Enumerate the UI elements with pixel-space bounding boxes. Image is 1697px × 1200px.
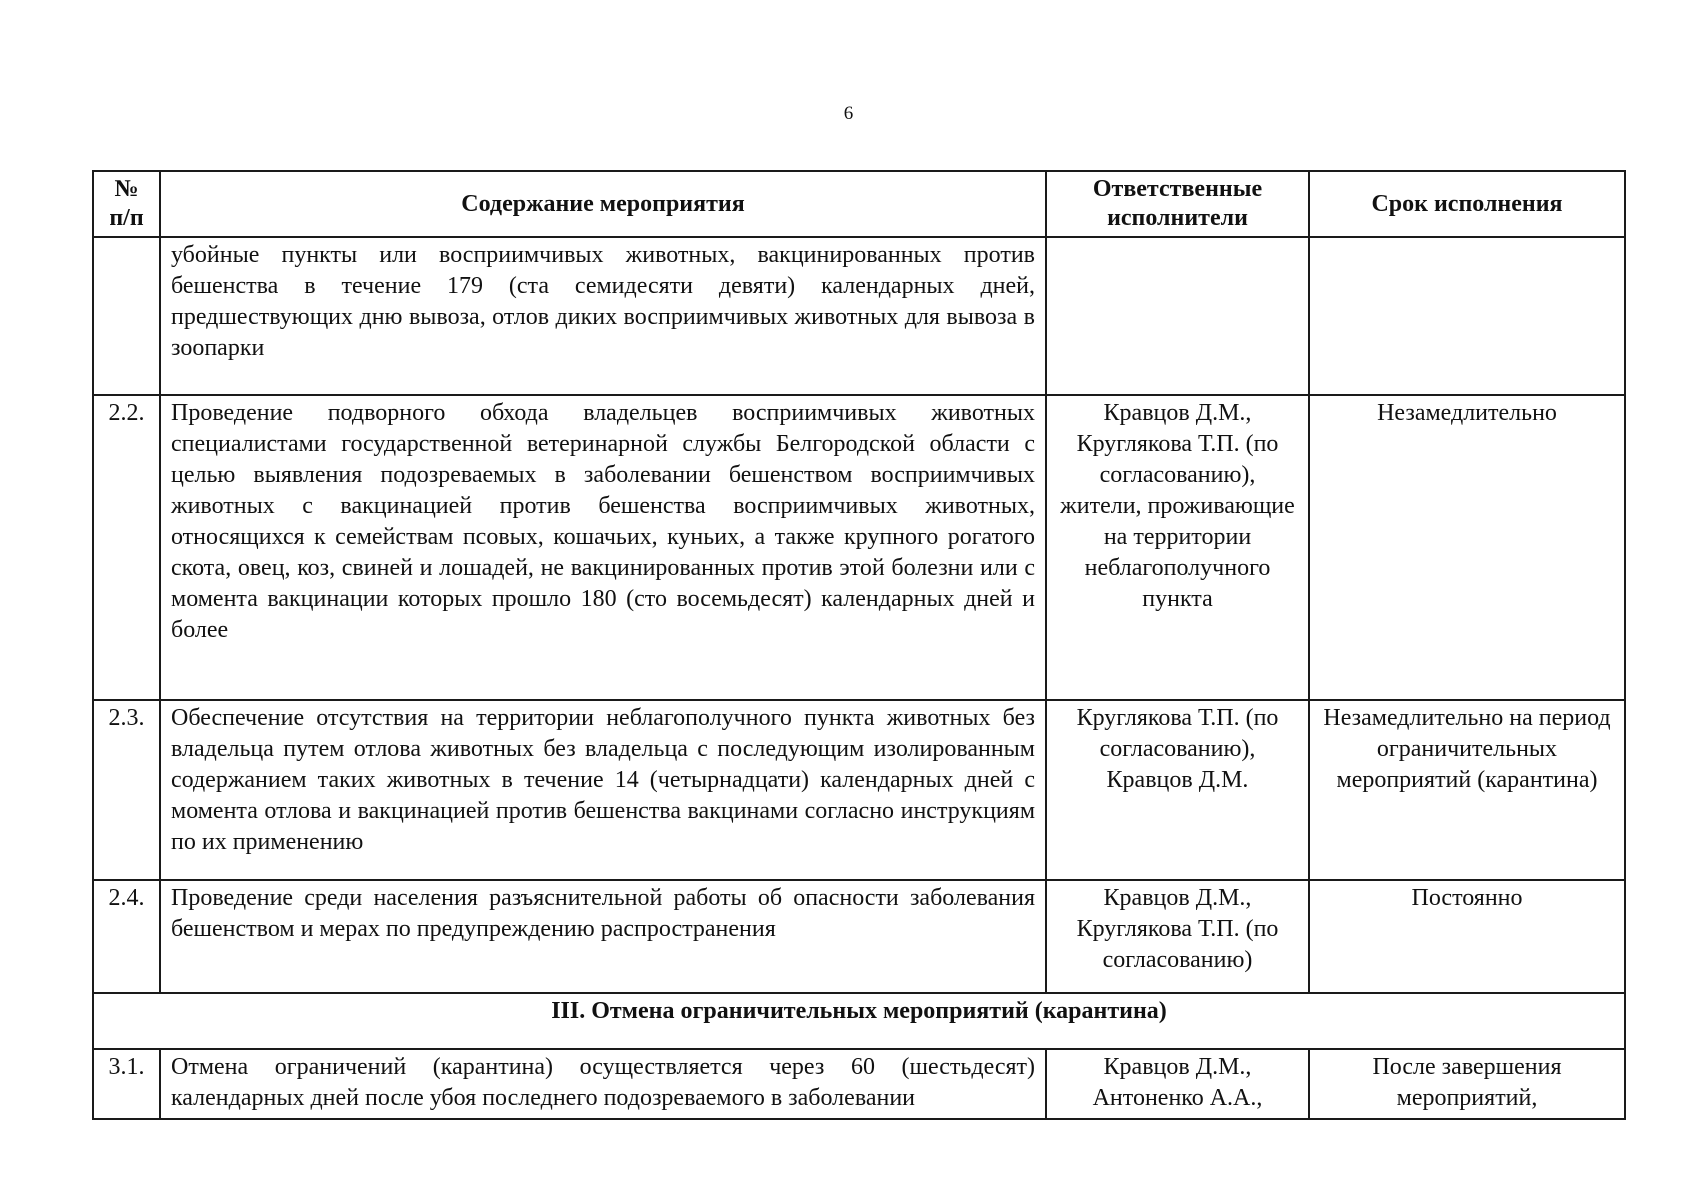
table-header-row	[93, 171, 1625, 237]
row-responsible: Кравцов Д.М., Круглякова Т.П. (по согласованию), жители, проживающие на территории неблагополучного пункта	[1046, 395, 1309, 700]
row-deadline: Постоянно	[1309, 880, 1625, 993]
row-deadline: Незамедлительно	[1309, 395, 1625, 700]
section-row	[93, 993, 1625, 1049]
page-number: 6	[843, 103, 854, 124]
row-number	[93, 237, 160, 395]
row-deadline	[1309, 237, 1625, 395]
table-row	[93, 880, 1625, 993]
table-row	[93, 700, 1625, 880]
row-deadline: После завершения мероприятий,	[1309, 1049, 1625, 1119]
row-content: Обеспечение отсутствия на территории неблагополучного пункта животных без владельца путем отлова животных без владельца с последующим изолированным содержанием таких животных в течение 14 (четырнадцати) календарных дней с момента отлова и вакцинацией против бешенства вакцинами согласно инструкциям по их применению	[160, 700, 1046, 880]
row-number: 2.3.	[93, 700, 160, 880]
table-row	[93, 395, 1625, 700]
row-number: 3.1.	[93, 1049, 160, 1119]
row-responsible	[1046, 237, 1309, 395]
row-content: Отмена ограничений (карантина) осуществляется через 60 (шестьдесят) календарных дней после убоя последнего подозреваемого в заболевании	[160, 1049, 1046, 1119]
row-responsible: Кравцов Д.М., Антоненко А.А.,	[1046, 1049, 1309, 1119]
header-num: № п/п	[93, 171, 160, 237]
header-responsible: Ответственные исполнители	[1046, 171, 1309, 237]
row-deadline: Незамедлительно на период ограничительных мероприятий (карантина)	[1309, 700, 1625, 880]
row-number: 2.2.	[93, 395, 160, 700]
row-content: убойные пункты или восприимчивых животных, вакцинированных против бешенства в течение 179 (ста семидесяти девяти) календарных дней, предшествующих дню вывоза, отлов диких восприимчивых животных для вывоза в зоопарки	[160, 237, 1046, 395]
row-responsible: Кравцов Д.М., Круглякова Т.П. (по согласованию)	[1046, 880, 1309, 993]
row-content: Проведение среди населения разъяснительной работы об опасности заболевания бешенством и мерах по предупреждению распространения	[160, 880, 1046, 993]
measures-table	[92, 170, 1626, 1120]
row-number: 2.4.	[93, 880, 160, 993]
table-row	[93, 237, 1625, 395]
row-responsible: Круглякова Т.П. (по согласованию), Кравцов Д.М.	[1046, 700, 1309, 880]
table-row	[93, 1049, 1625, 1119]
section-heading: III. Отмена ограничительных мероприятий (карантина)	[93, 993, 1625, 1049]
header-deadline: Срок исполнения	[1309, 171, 1625, 237]
row-content: Проведение подворного обхода владельцев восприимчивых животных специалистами государственной ветеринарной службы Белгородской области с целью выявления подозреваемых в заболевании бешенством восприимчивых животных с вакцинацией против бешенства восприимчивых животных, относящихся к семействам псовых, кошачьих, куньих, а также крупного рогатого скота, овец, коз, свиней и лошадей, не вакцинированных против этой болезни или с момента вакцинации которых прошло 180 (сто восемьдесят) календарных дней и более	[160, 395, 1046, 700]
header-content: Содержание мероприятия	[160, 171, 1046, 237]
